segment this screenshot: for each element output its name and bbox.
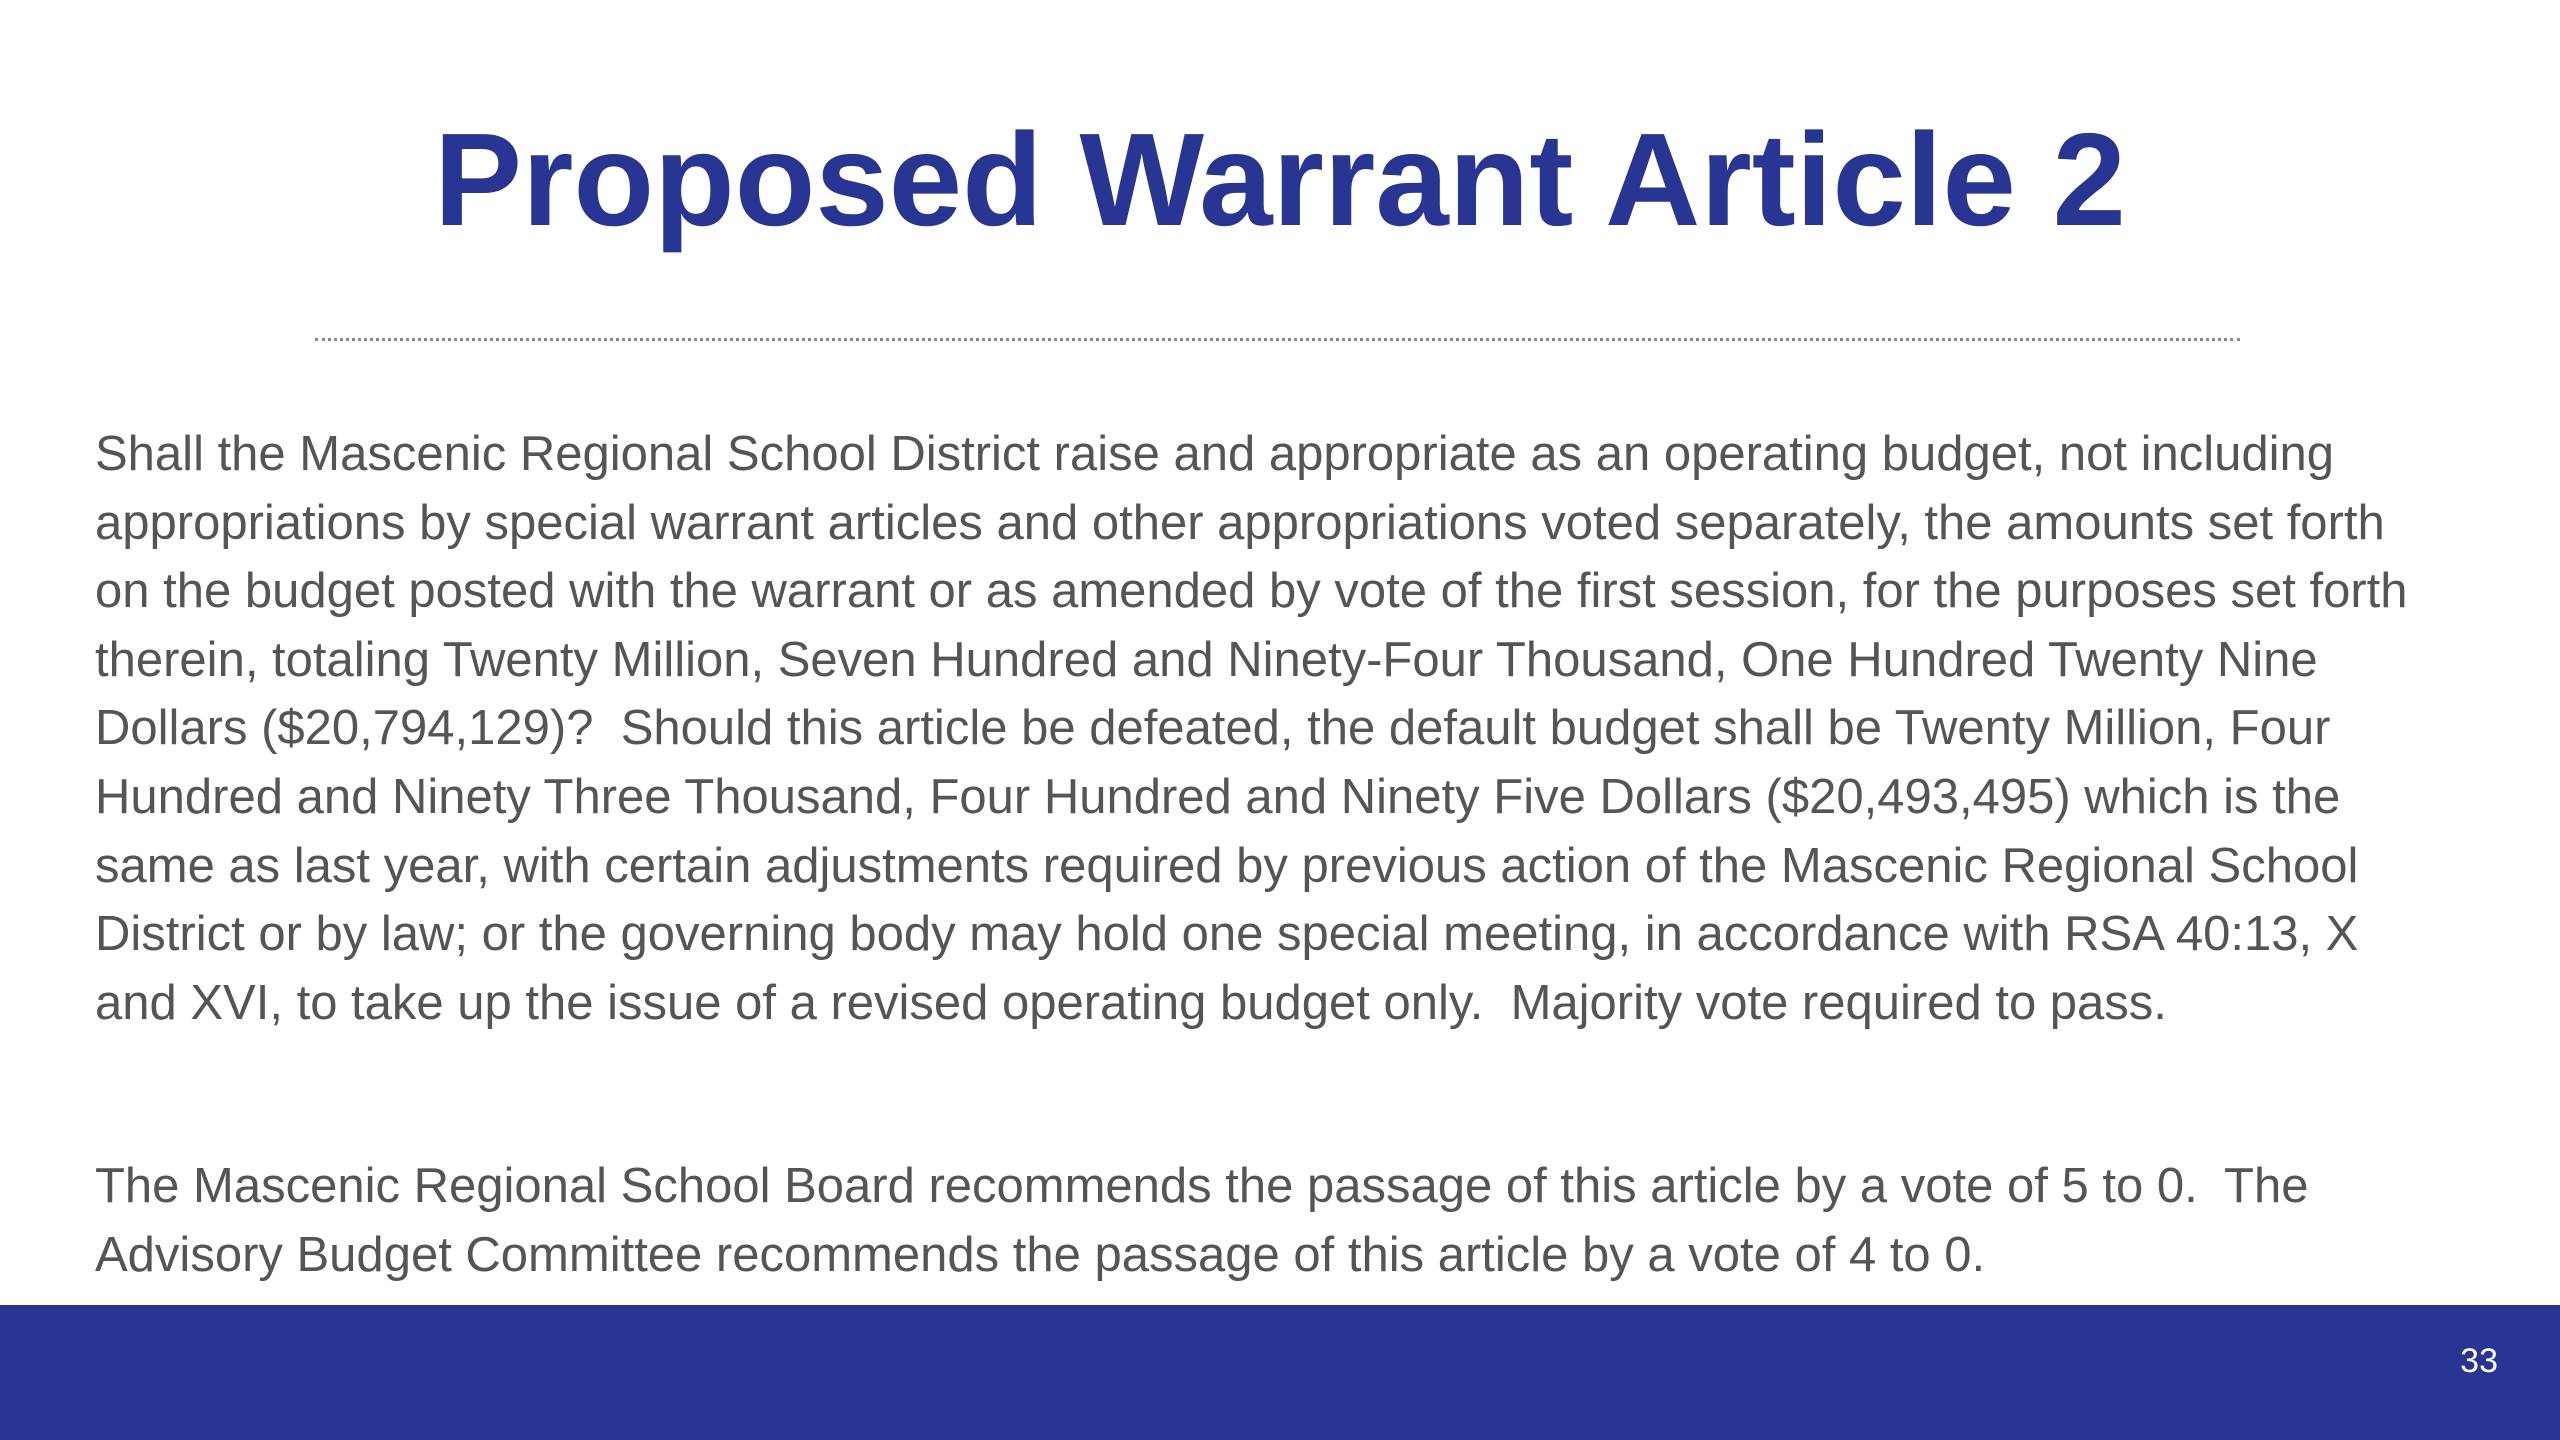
text-line: Advisory Budget Committee recommends the passage of this article by a vote of 4 to 0. — [95, 1227, 1986, 1282]
text-line: therein, totaling Twenty Million, Seven Hundred and Ninety-Four Thousand, One Hundred Twenty Nine — [95, 632, 2318, 687]
page-number: 33 — [2460, 1342, 2498, 1380]
slide-title: Proposed Warrant Article 2 — [434, 106, 2126, 253]
text-line: on the budget posted with the warrant or as amended by vote of the first session, for the purposes set forth — [95, 564, 2408, 619]
text-line: same as last year, with certain adjustments required by previous action of the Mascenic Regional School — [95, 838, 2359, 893]
footer-bar — [0, 1305, 2560, 1440]
text-line: appropriations by special warrant articles and other appropriations voted separately, the amounts set forth — [95, 495, 2385, 550]
text-line: District or by law; or the governing body may hold one special meeting, in accordance with RSA 40:13, X — [95, 907, 2359, 962]
recommendation-paragraph — [95, 1152, 2495, 1289]
text-line: Dollars ($20,794,129)? Should this article be defeated, the default budget shall be Twenty Million, Four — [95, 701, 2331, 756]
text-line: Hundred and Ninety Three Thousand, Four Hundred and Ninety Five Dollars ($20,493,495) which is the — [95, 769, 2341, 824]
text-line: and XVI, to take up the issue of a revised operating budget only. Majority vote required to pass. — [95, 975, 2167, 1030]
text-line: Shall the Mascenic Regional School District raise and appropriate as an operating budget, not including — [95, 427, 2335, 481]
warrant-article-paragraph — [95, 420, 2495, 1037]
text-line: The Mascenic Regional School Board recommends the passage of this article by a vote of 5 to 0. The — [95, 1159, 2309, 1213]
title-divider — [315, 338, 2240, 341]
